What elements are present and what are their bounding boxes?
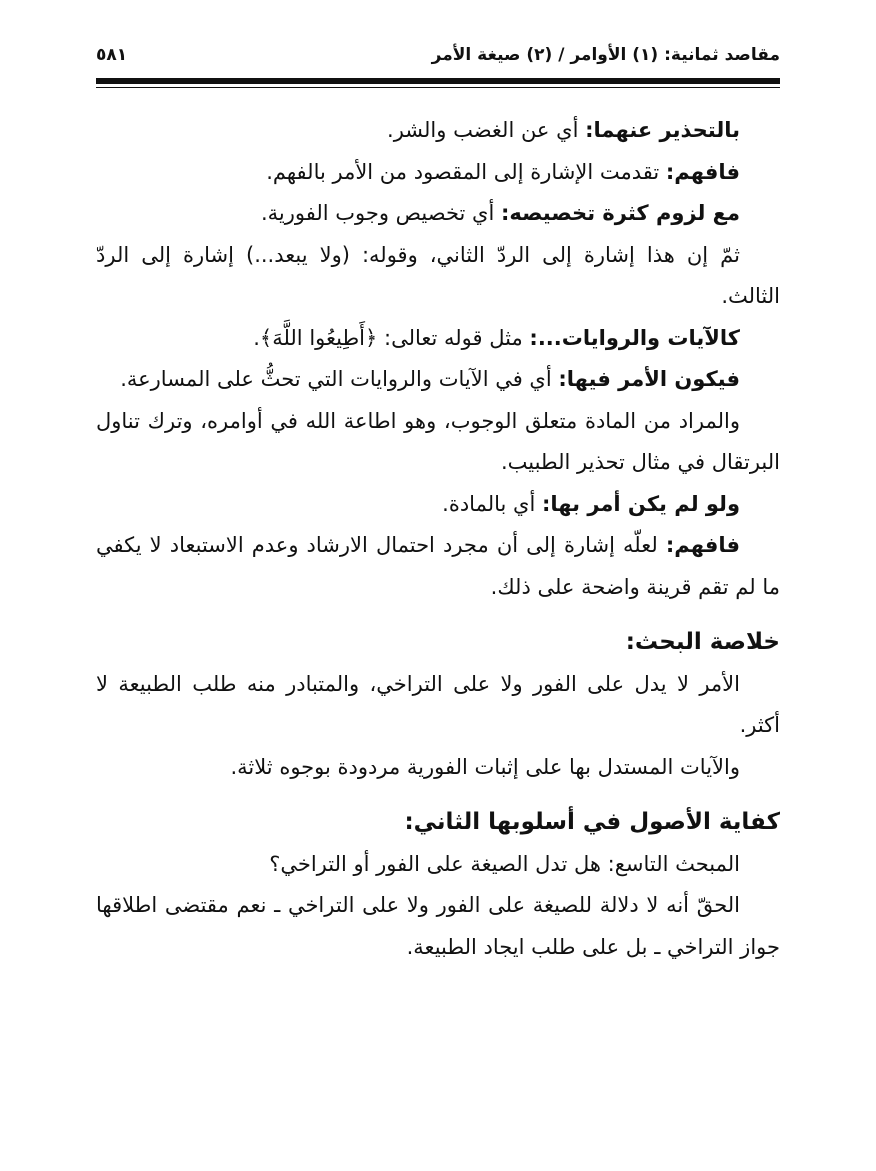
term: فيكون الأمر فيها: xyxy=(558,367,740,391)
page-body xyxy=(96,110,780,968)
term: كالآيات والروايات...: xyxy=(529,325,740,350)
summary-paragraph: والآيات المستدل بها على إثبات الفورية مردودة بوجوه ثلاثة. xyxy=(230,754,740,779)
paragraph xyxy=(96,110,780,152)
gloss: تقدمت الإشارة إلى المقصود من الأمر بالفهم. xyxy=(266,159,666,184)
running-header xyxy=(96,38,780,72)
paragraph xyxy=(96,525,780,608)
term: ولو لم يكن أمر بها: xyxy=(542,491,740,516)
summary-heading: خلاصة البحث: xyxy=(625,629,780,655)
kifaya-paragraph: المبحث التاسع: هل تدل الصيغة على الفور أو التراخي؟ xyxy=(269,851,740,876)
kifaya-paragraph: الحقّ أنه لا دلالة للصيغة على الفور ولا على التراخي ـ نعم مقتضى اطلاقها جواز التراخي ـ بل على طلب ايجاد الطبيعة. xyxy=(96,893,780,959)
paragraph xyxy=(96,401,780,484)
page-number: ٥٨١ xyxy=(96,45,128,65)
header-rule-thin xyxy=(96,87,780,88)
kifaya-heading: كفاية الأصول في أسلوبها الثاني: xyxy=(404,809,780,835)
paragraph xyxy=(96,152,780,194)
paragraph xyxy=(96,359,780,401)
section-gap xyxy=(96,788,780,802)
gloss: أي بالمادة. xyxy=(442,491,542,516)
gloss: أي في الآيات والروايات التي تحثُّ على المسارعة. xyxy=(120,367,559,391)
section-gap xyxy=(96,608,780,622)
gloss: ثمّ إن هذا إشارة إلى الردّ الثاني، وقوله: (ولا يبعد...) إشارة إلى الردّ الثالث. xyxy=(96,242,780,308)
term: فافهم: xyxy=(665,159,740,184)
paragraph xyxy=(96,235,780,318)
gloss: مثل قوله تعالى: ﴿أَطِيعُوا اللَّهَ﴾. xyxy=(253,325,530,350)
paragraph xyxy=(96,318,780,360)
term: مع لزوم كثرة تخصيصه: xyxy=(500,201,740,225)
term: بالتحذير عنهما: xyxy=(585,118,740,142)
running-title: مقاصد ثمانية: (١) الأوامر / (٢) صيغة الأمر xyxy=(431,45,780,65)
gloss: والمراد من المادة متعلق الوجوب، وهو اطاعة الله في أوامره، وترك تناول البرتقال في مثال تحذير الطبيب. xyxy=(96,408,780,474)
paragraph xyxy=(96,193,780,235)
summary-paragraph: الأمر لا يدل على الفور ولا على التراخي، والمتبادر منه طلب الطبيعة لا أكثر. xyxy=(96,671,780,737)
paragraph xyxy=(96,484,780,526)
gloss: أي تخصيص وجوب الفورية. xyxy=(260,201,501,225)
term: فافهم: xyxy=(665,533,740,557)
header-rule-thick xyxy=(96,78,780,84)
gloss: أي عن الغضب والشر. xyxy=(387,118,586,142)
gloss: لعلّه إشارة إلى أن مجرد احتمال الارشاد وعدم الاستبعاد لا يكفي ما لم تقم قرينة واضحة على ذلك. xyxy=(96,533,780,599)
